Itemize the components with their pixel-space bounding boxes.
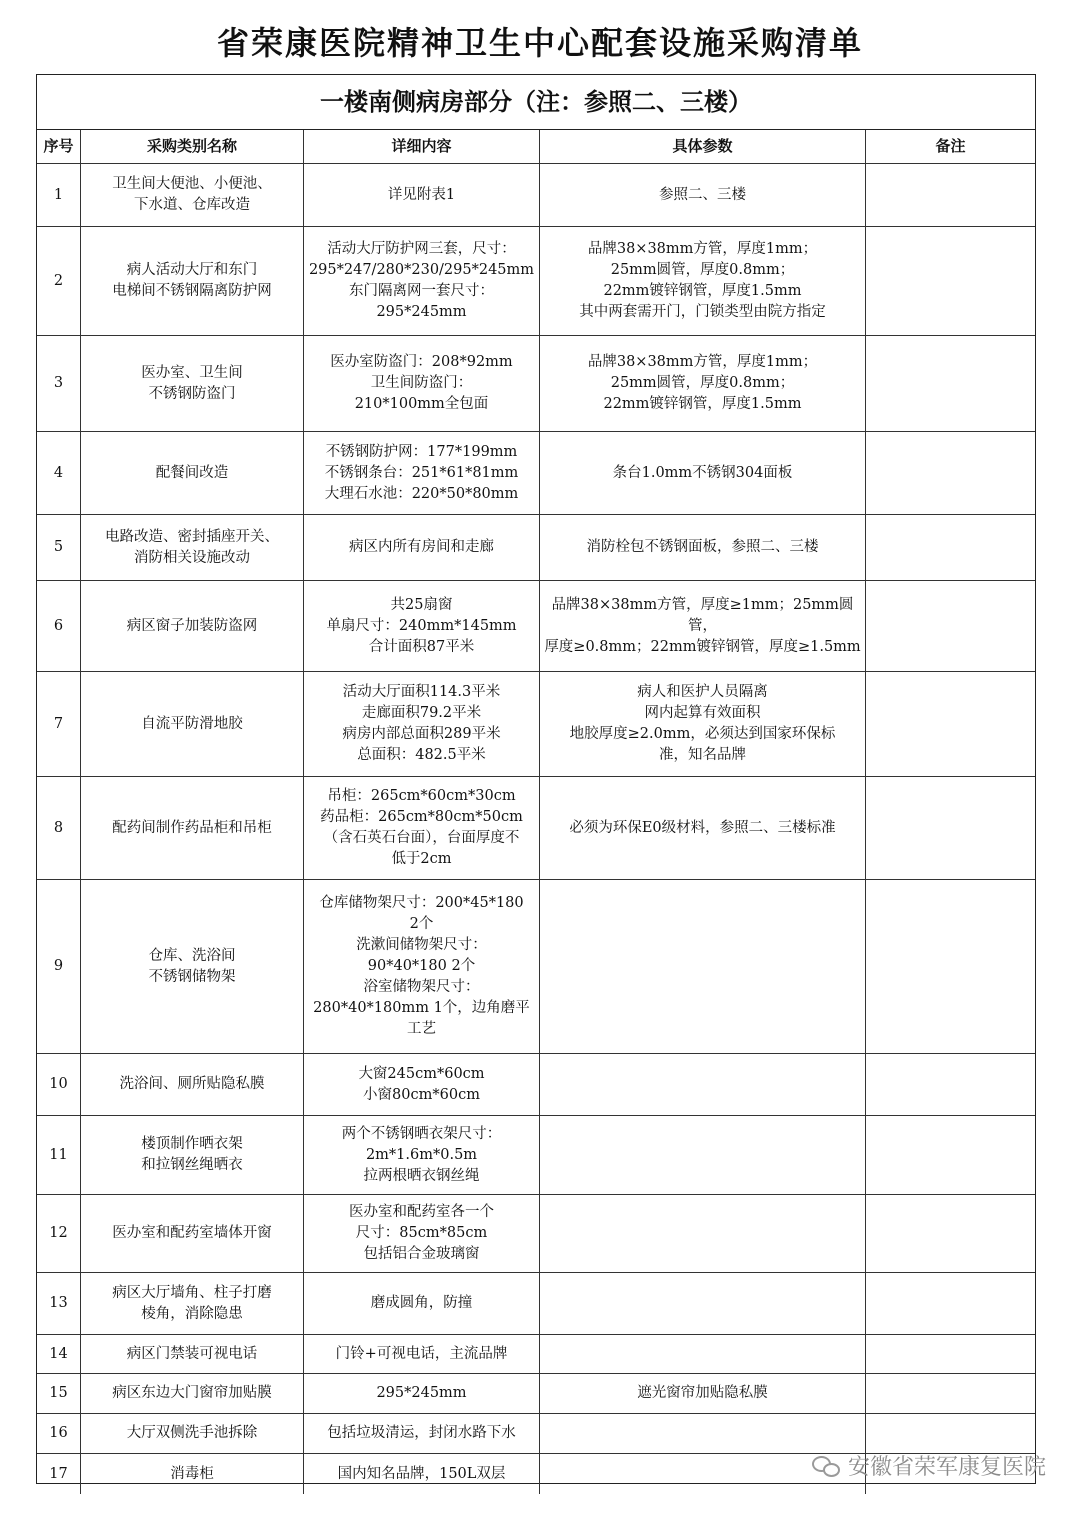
row-details: 医办室和配药室各一个 尺寸：85cm*85cm 包括铝合金玻璃窗	[304, 1195, 540, 1272]
row-category: 仓库、洗浴间 不锈钢储物架	[81, 880, 304, 1053]
row-number: 4	[37, 432, 81, 514]
row-note	[866, 1116, 1035, 1194]
row-category: 大厅双侧洗手池拆除	[81, 1414, 304, 1453]
row-number: 10	[37, 1054, 81, 1115]
row-params: 条台1.0mm不锈钢304面板	[540, 432, 866, 514]
row-number: 5	[37, 515, 81, 580]
row-details: 详见附表1	[304, 164, 540, 226]
row-details: 磨成圆角，防撞	[304, 1273, 540, 1334]
row-category: 病区窗子加装防盗网	[81, 581, 304, 671]
wechat-icon	[812, 1455, 840, 1477]
row-note	[866, 227, 1035, 335]
row-params	[540, 880, 866, 1053]
row-note	[866, 164, 1035, 226]
row-number: 11	[37, 1116, 81, 1194]
row-category: 配药间制作药品柜和吊柜	[81, 777, 304, 879]
table-row	[37, 1054, 1035, 1116]
row-params: 品牌38×38mm方管，厚度1mm； 25mm圆管，厚度0.8mm； 22mm镀锌钢管，厚度1.5mm 其中两套需开门，门锁类型由院方指定	[540, 227, 866, 335]
row-details: 共25扇窗 单扇尺寸：240mm*145mm 合计面积87平米	[304, 581, 540, 671]
row-details: 不锈钢防护网：177*199mm 不锈钢条台：251*61*81mm 大理石水池：220*50*80mm	[304, 432, 540, 514]
row-details: 门铃+可视电话，主流品牌	[304, 1335, 540, 1373]
header-cell-params: 具体参数	[540, 130, 866, 163]
row-params	[540, 1054, 866, 1115]
table-row	[37, 1116, 1035, 1195]
row-note	[866, 1374, 1035, 1413]
table-row	[37, 581, 1035, 672]
row-category: 卫生间大便池、小便池、 下水道、仓库改造	[81, 164, 304, 226]
document-title: 省荣康医院精神卫生中心配套设施采购清单	[216, 24, 863, 62]
row-note	[866, 336, 1035, 431]
table-row	[37, 515, 1035, 581]
row-category: 病区门禁装可视电话	[81, 1335, 304, 1373]
row-note	[866, 1054, 1035, 1115]
row-details: 活动大厅面积114.3平米 走廊面积79.2平米 病房内部总面积289平米 总面积：482.5平米	[304, 672, 540, 776]
row-params	[540, 1273, 866, 1334]
row-category: 电路改造、密封插座开关、 消防相关设施改动	[81, 515, 304, 580]
row-number: 15	[37, 1374, 81, 1413]
row-note	[866, 1414, 1035, 1453]
row-category: 楼顶制作晒衣架 和拉钢丝绳晒衣	[81, 1116, 304, 1194]
row-details: 仓库储物架尺寸：200*45*180 2个 洗漱间储物架尺寸： 90*40*180 2个 浴室储物架尺寸： 280*40*180mm 1个，边角磨平 工艺	[304, 880, 540, 1053]
row-number: 2	[37, 227, 81, 335]
row-number: 1	[37, 164, 81, 226]
row-params: 品牌38×38mm方管，厚度≥1mm；25mm圆管， 厚度≥0.8mm；22mm镀锌钢管，厚度≥1.5mm	[540, 581, 866, 671]
table-row	[37, 164, 1035, 227]
row-params: 消防栓包不锈钢面板，参照二、三楼	[540, 515, 866, 580]
row-details: 活动大厅防护网三套，尺寸： 295*247/280*230/295*245mm 东门隔离网一套尺寸： 295*245mm	[304, 227, 540, 335]
table-row	[37, 1195, 1035, 1273]
row-details: 295*245mm	[304, 1374, 540, 1413]
row-details: 国内知名品牌，150L双层	[304, 1454, 540, 1494]
table-body	[37, 164, 1035, 1494]
row-number: 7	[37, 672, 81, 776]
header-cell-category: 采购类别名称	[81, 130, 304, 163]
row-note	[866, 581, 1035, 671]
row-note	[866, 1273, 1035, 1334]
row-details: 包括垃圾清运，封闭水路下水	[304, 1414, 540, 1453]
row-category: 医办室、卫生间 不锈钢防盗门	[81, 336, 304, 431]
row-params	[540, 1335, 866, 1373]
table-row	[37, 1374, 1035, 1414]
row-details: 大窗245cm*60cm 小窗80cm*60cm	[304, 1054, 540, 1115]
row-category: 病人活动大厅和东门 电梯间不锈钢隔离防护网	[81, 227, 304, 335]
row-details: 两个不锈钢晒衣架尺寸： 2m*1.6m*0.5m 拉两根晒衣钢丝绳	[304, 1116, 540, 1194]
row-number: 13	[37, 1273, 81, 1334]
row-params	[540, 1195, 866, 1272]
row-number: 9	[37, 880, 81, 1053]
row-note	[866, 1195, 1035, 1272]
row-number: 3	[37, 336, 81, 431]
row-note	[866, 777, 1035, 879]
row-params	[540, 1414, 866, 1453]
row-params: 病人和医护人员隔离 网内起算有效面积 地胶厚度≥2.0mm，必须达到国家环保标 准，知名品牌	[540, 672, 866, 776]
table-header-row	[37, 130, 1035, 164]
row-note	[866, 432, 1035, 514]
table-row	[37, 777, 1035, 880]
row-number: 6	[37, 581, 81, 671]
procurement-table	[36, 74, 1036, 1484]
header-cell-details: 详细内容	[304, 130, 540, 163]
row-category: 病区大厅墙角、柱子打磨 棱角，消除隐患	[81, 1273, 304, 1334]
row-number: 16	[37, 1414, 81, 1453]
header-cell-note: 备注	[935, 137, 966, 155]
row-details: 吊柜：265cm*60cm*30cm 药品柜：265cm*80cm*50cm （含石英石台面），台面厚度不 低于2cm	[304, 777, 540, 879]
table-row	[37, 1414, 1035, 1454]
section-title: 一楼南侧病房部分（注：参照二、三楼）	[37, 75, 1035, 130]
table-row	[37, 1335, 1035, 1374]
row-number: 12	[37, 1195, 81, 1272]
row-params: 品牌38×38mm方管，厚度1mm； 25mm圆管，厚度0.8mm； 22mm镀锌钢管，厚度1.5mm	[540, 336, 866, 431]
table-row	[37, 227, 1035, 336]
table-row	[37, 880, 1035, 1054]
row-params	[540, 1116, 866, 1194]
row-category: 自流平防滑地胶	[81, 672, 304, 776]
row-note	[866, 672, 1035, 776]
table-row	[37, 432, 1035, 515]
watermark	[812, 1450, 1046, 1481]
row-note	[866, 880, 1035, 1053]
row-details: 医办室防盗门：208*92mm 卫生间防盗门： 210*100mm全包面	[304, 336, 540, 431]
row-note	[866, 515, 1035, 580]
table-row	[37, 1273, 1035, 1335]
row-params: 遮光窗帘加贴隐私膜	[540, 1374, 866, 1413]
table-row	[37, 336, 1035, 432]
row-number: 17	[37, 1454, 81, 1494]
row-category: 病区东边大门窗帘加贴膜	[81, 1374, 304, 1413]
table-row	[37, 672, 1035, 777]
watermark-text: 安徽省荣军康复医院	[847, 1455, 1046, 1480]
header-cell-number: 序号	[37, 130, 81, 163]
row-category: 消毒柜	[81, 1454, 304, 1494]
row-number: 8	[37, 777, 81, 879]
row-number: 14	[37, 1335, 81, 1373]
row-note	[866, 1335, 1035, 1373]
row-category: 医办室和配药室墙体开窗	[81, 1195, 304, 1272]
row-params: 参照二、三楼	[540, 164, 866, 226]
row-details: 病区内所有房间和走廊	[304, 515, 540, 580]
row-category: 洗浴间、厕所贴隐私膜	[81, 1054, 304, 1115]
row-category: 配餐间改造	[81, 432, 304, 514]
row-params: 必须为环保E0级材料，参照二、三楼标准	[540, 777, 866, 879]
